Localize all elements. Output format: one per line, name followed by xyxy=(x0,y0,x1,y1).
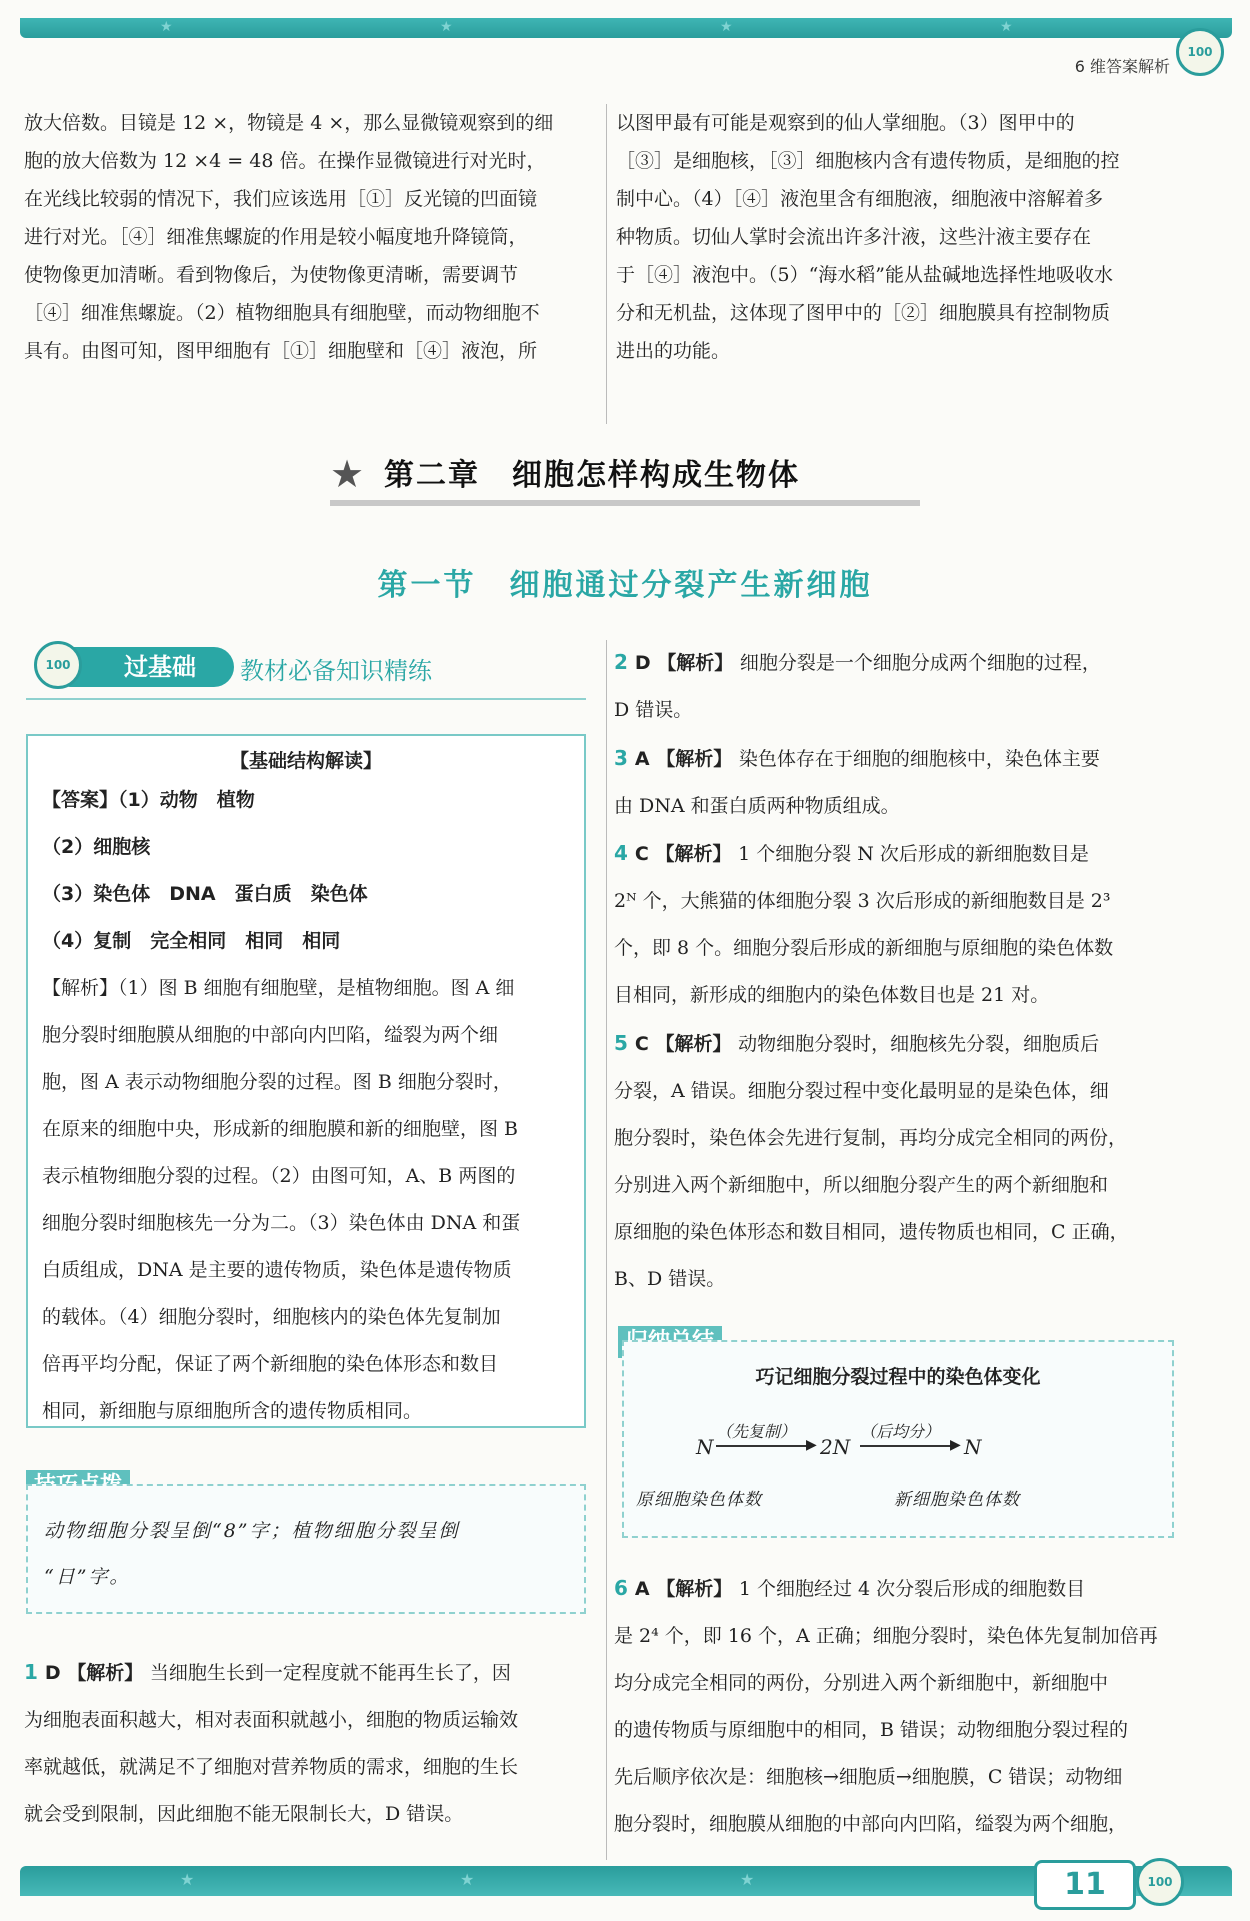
mascot-icon xyxy=(34,641,82,689)
line-text: 个，即 8 个。细胞分裂后形成的新细胞与原细胞的染色体数 xyxy=(614,937,1114,959)
top-banner xyxy=(20,18,1232,38)
text-line: 倍再平均分配，保证了两个新细胞的染色体形态和数目 xyxy=(42,1353,499,1375)
text-line xyxy=(614,1660,1184,1707)
text-line: 于［④］液泡中。（5）“海水稻”能从盐碱地选择性地吸收水 xyxy=(616,264,1114,286)
text-line xyxy=(614,1801,1184,1848)
text-line: 【解析】（1）图 B 细胞有细胞壁，是植物细胞。图 A 细 xyxy=(42,977,515,999)
answer-letter: D xyxy=(44,1662,68,1684)
top-right-text xyxy=(616,104,1182,370)
answer-letter: A xyxy=(634,1578,657,1600)
line-text: 2ᴺ 个，大熊猫的体细胞分裂 3 次后形成的新细胞数目是 2³ xyxy=(614,890,1111,912)
text-line xyxy=(24,1650,592,1697)
arrow-line xyxy=(860,1445,956,1447)
answers-block xyxy=(28,773,584,965)
line-text: 当细胞生长到一定程度就不能再生长了，因 xyxy=(149,1662,511,1684)
line-text: 率就越低，就满足不了细胞对营养物质的需求，细胞的生长 xyxy=(24,1756,519,1778)
question-5 xyxy=(614,1021,1184,1303)
text-line xyxy=(614,878,1184,925)
question-number: 1 xyxy=(24,1660,45,1684)
text-line: 种物质。切仙人掌时会流出许多汁液，这些汁液主要存在 xyxy=(616,226,1092,248)
text-line: （4）复制 完全相同 相同 相同 xyxy=(42,930,341,952)
text-line: ［③］是细胞核，［③］细胞核内含有遗传物质，是细胞的控 xyxy=(616,150,1120,172)
text-line xyxy=(614,640,1184,687)
question-1 xyxy=(24,1650,592,1838)
text-line xyxy=(24,1791,592,1838)
answer-letter: A xyxy=(634,748,657,770)
text-line xyxy=(614,1209,1184,1256)
chapter-heading xyxy=(330,450,920,506)
line-text: 动物细胞分裂时，细胞核先分裂，细胞质后 xyxy=(738,1033,1100,1055)
analysis-label: 【解析】 xyxy=(67,1662,150,1684)
chapter-title: 第二章 细胞怎样构成生物体 xyxy=(384,458,800,493)
text-line: 以图甲最有可能是观察到的仙人掌细胞。（3）图甲中的 xyxy=(616,112,1075,134)
line-text: 1 个细胞经过 4 次分裂后形成的细胞数目 xyxy=(738,1578,1086,1600)
question-2 xyxy=(614,640,1184,734)
line-text: 就会受到限制，因此细胞不能无限制长大，D 错误。 xyxy=(24,1803,464,1825)
text-line: 的载体。（4）细胞分裂时，细胞核内的染色体先复制加 xyxy=(42,1306,501,1328)
guoji-banner xyxy=(30,645,590,689)
guoji-badge: 过基础 xyxy=(66,647,234,687)
text-line: 具有。由图可知，图甲细胞有［①］细胞壁和［④］液泡，所 xyxy=(24,340,538,362)
tips-text xyxy=(28,1486,584,1600)
text-line xyxy=(614,1613,1184,1660)
text-line xyxy=(614,1115,1184,1162)
text-line xyxy=(614,972,1184,1019)
line-text: 染色体存在于细胞的细胞核中，染色体主要 xyxy=(738,748,1100,770)
star-icon: ★ xyxy=(460,1870,475,1889)
line-text: 1 个细胞分裂 N 次后形成的新细胞数目是 xyxy=(738,843,1089,865)
text-line: 【答案】（1）动物 植物 xyxy=(42,789,255,811)
text-line: “日”字。 xyxy=(44,1566,131,1588)
line-text: 分裂，A 错误。细胞分裂过程中变化最明显的是染色体，细 xyxy=(614,1080,1109,1102)
question-number: 4 xyxy=(614,841,635,865)
question-number: 6 xyxy=(614,1576,635,1600)
text-line xyxy=(24,1744,592,1791)
analysis-label: 【解析】 xyxy=(657,652,740,674)
text-line: 分和无机盐，这体现了图甲中的［②］细胞膜具有控制物质 xyxy=(616,302,1111,324)
formula-step1: （先复制） xyxy=(716,1422,797,1441)
text-line: 白质组成，DNA 是主要的遗传物质，染色体是遗传物质 xyxy=(42,1259,512,1281)
page-header-title: 6 维答案解析 xyxy=(1074,57,1170,76)
answer-letter: D xyxy=(634,652,658,674)
text-line: 使物像更加清晰。看到物像后，为使物像更清晰，需要调节 xyxy=(24,264,519,286)
analysis-label: 【解析】 xyxy=(656,1578,739,1600)
star-icon: ★ xyxy=(180,1870,195,1889)
line-text: 是 2⁴ 个，即 16 个，A 正确；细胞分裂时，染色体先复制加倍再 xyxy=(614,1625,1158,1647)
top-left-text xyxy=(24,104,592,370)
text-line: 制中心。（4）［④］液泡里含有细胞液，细胞液中溶解着多 xyxy=(616,188,1104,210)
text-line xyxy=(614,736,1184,783)
column-divider xyxy=(606,104,607,424)
analysis-label: 【解析】 xyxy=(655,1033,739,1055)
basic-structure-box xyxy=(26,734,586,1428)
star-icon: ★ xyxy=(440,19,453,35)
line-text: 先后顺序依次是：细胞核→细胞质→细胞膜，C 错误；动物细 xyxy=(614,1766,1123,1788)
line-text: 目相同，新形成的细胞内的染色体数目也是 21 对。 xyxy=(614,984,1050,1006)
text-line xyxy=(614,1021,1184,1068)
arrow-head-icon: ▶ xyxy=(950,1437,961,1453)
question-4 xyxy=(614,831,1184,1019)
text-line xyxy=(614,1707,1184,1754)
banner-underline xyxy=(26,698,586,700)
line-text: 细胞分裂是一个细胞分成两个细胞的过程， xyxy=(739,652,1101,674)
mascot-icon xyxy=(1136,1858,1184,1906)
text-line: 相同，新细胞与原细胞所含的遗传物质相同。 xyxy=(42,1400,423,1422)
question-number: 3 xyxy=(614,746,635,770)
formula-n1: N xyxy=(696,1435,714,1459)
line-text: 胞分裂时，细胞膜从细胞的中部向内凹陷，缢裂为两个细胞， xyxy=(614,1813,1128,1835)
summary-formula xyxy=(624,1389,1172,1509)
text-line xyxy=(614,1256,1184,1303)
text-line xyxy=(614,687,1184,734)
text-line xyxy=(614,925,1184,972)
line-text: 为细胞表面积越大，相对表面积就越小，细胞的物质运输效 xyxy=(24,1709,519,1731)
star-icon: ★ xyxy=(720,19,733,35)
formula-n2: 2N xyxy=(820,1435,851,1459)
formula-step2: （后均分） xyxy=(860,1422,941,1441)
summary-box xyxy=(622,1340,1174,1538)
page-number: 11 xyxy=(1034,1860,1136,1910)
star-icon: ★ xyxy=(330,452,365,496)
text-line xyxy=(614,783,1184,830)
text-line: 进行对光。［④］细准焦螺旋的作用是较小幅度地升降镜筒， xyxy=(24,226,528,248)
text-line xyxy=(614,1566,1184,1613)
original-cell-label: 原细胞染色体数 xyxy=(636,1490,762,1510)
mascot-icon xyxy=(1176,28,1224,76)
line-text: 分别进入两个新细胞中，所以细胞分裂产生的两个新细胞和 xyxy=(614,1174,1109,1196)
question-number: 5 xyxy=(614,1031,635,1055)
question-6 xyxy=(614,1566,1184,1848)
text-line: 进出的功能。 xyxy=(616,340,731,362)
text-line: 胞，图 A 表示动物细胞分裂的过程。图 B 细胞分裂时， xyxy=(42,1071,512,1093)
new-cell-label: 新细胞染色体数 xyxy=(894,1490,1020,1510)
star-icon: ★ xyxy=(740,1870,755,1889)
text-line: 表示植物细胞分裂的过程。（2）由图可知，A、B 两图的 xyxy=(42,1165,516,1187)
line-text: 的遗传物质与原细胞中的相同，B 错误；动物细胞分裂过程的 xyxy=(614,1719,1129,1741)
answer-letter: C xyxy=(634,1033,656,1055)
text-line xyxy=(614,831,1184,878)
summary-title: 巧记细胞分裂过程中的染色体变化 xyxy=(755,1366,1041,1388)
answer-letter: C xyxy=(634,843,656,865)
text-line: （3）染色体 DNA 蛋白质 染色体 xyxy=(42,883,368,905)
text-line: 放大倍数。目镜是 12 ×，物镜是 4 ×，那么显微镜观察到的细 xyxy=(24,112,554,134)
text-line: （2）细胞核 xyxy=(42,836,151,858)
text-line: 在原来的细胞中央，形成新的细胞膜和新的细胞壁，图 B xyxy=(42,1118,519,1140)
question-3 xyxy=(614,736,1184,830)
analysis-block xyxy=(28,965,584,1435)
basic-box-title: 【基础结构解读】 xyxy=(229,750,382,772)
line-text: B、D 错误。 xyxy=(614,1268,726,1290)
mascot-text: 100 xyxy=(1147,1875,1173,1889)
line-text: 由 DNA 和蛋白质两种物质组成。 xyxy=(614,795,900,817)
section-title: 第一节 细胞通过分裂产生新细胞 xyxy=(377,568,873,603)
analysis-label: 【解析】 xyxy=(656,748,739,770)
star-icon: ★ xyxy=(1000,19,1013,35)
text-line: ［④］细准焦螺旋。（2）植物细胞具有细胞壁，而动物细胞不 xyxy=(24,302,540,324)
text-line xyxy=(24,1697,592,1744)
question-number: 2 xyxy=(614,650,635,674)
arrow-head-icon: ▶ xyxy=(806,1437,817,1453)
guoji-subtitle: 教材必备知识精练 xyxy=(240,657,432,685)
text-line xyxy=(614,1754,1184,1801)
mascot-text: 100 xyxy=(45,658,71,672)
star-icon: ★ xyxy=(160,19,173,35)
text-line: 胞分裂时细胞膜从细胞的中部向内凹陷，缢裂为两个细 xyxy=(42,1024,499,1046)
line-text: 均分成完全相同的两份，分别进入两个新细胞中，新细胞中 xyxy=(614,1672,1109,1694)
text-line: 胞的放大倍数为 12 ×4 = 48 倍。在操作显微镜进行对光时， xyxy=(24,150,546,172)
column-divider xyxy=(606,640,607,1860)
text-line: 细胞分裂时细胞核先一分为二。（3）染色体由 DNA 和蛋 xyxy=(42,1212,521,1234)
arrow-line xyxy=(716,1445,812,1447)
analysis-label: 【解析】 xyxy=(655,843,739,865)
line-text: 胞分裂时，染色体会先进行复制，再均分成完全相同的两份， xyxy=(614,1127,1128,1149)
text-line: 动物细胞分裂呈倒“8”字；植物细胞分裂呈倒 xyxy=(44,1520,460,1542)
tips-box xyxy=(26,1484,586,1614)
text-line xyxy=(614,1068,1184,1115)
formula-n3: N xyxy=(964,1435,982,1459)
line-text: 原细胞的染色体形态和数目相同，遗传物质也相同，C 正确， xyxy=(614,1221,1129,1243)
line-text: D 错误。 xyxy=(614,699,693,721)
mascot-text: 100 xyxy=(1187,45,1213,59)
text-line: 在光线比较弱的情况下，我们应该选用［①］反光镜的凹面镜 xyxy=(24,188,538,210)
text-line xyxy=(614,1162,1184,1209)
